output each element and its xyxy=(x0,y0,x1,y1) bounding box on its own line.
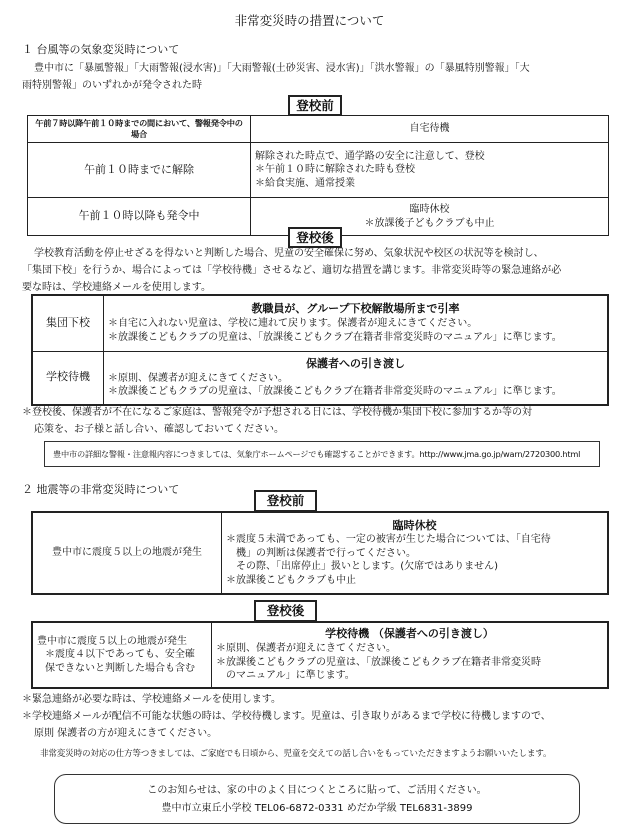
earthquake-condition: 豊中市に震度５以上の地震が発生 xyxy=(32,512,222,594)
earthquake-after-condition xyxy=(32,622,212,688)
detail-line: ＊午前１０時に解除された時も登校 xyxy=(255,164,415,176)
earthquake-before-table xyxy=(31,511,609,595)
group-dismissal-label: 集団下校 xyxy=(32,295,104,351)
note-line: 原則 保護者の方が迎えにきてください。 xyxy=(34,728,218,739)
intro-line: 豊中市に「暴風警報」「大雨警報(浸水害)」「大雨警報(土砂災害、浸水害)」「洪水警報」の「暴風特別警報」「大 xyxy=(34,63,530,74)
detail-line: ＊原則、保護者が迎えにきてください。 xyxy=(216,643,396,655)
intro-line: 雨特別警報」のいずれかが発令された時 xyxy=(22,80,202,91)
school-standby-detail xyxy=(104,351,609,405)
detail-line: 機」の判断は保護者で行ってください。 xyxy=(236,547,416,559)
section1-after-paragraph xyxy=(22,245,616,296)
detail-line: 解除された時点で、通学路の安全に注意して、登校 xyxy=(255,150,485,162)
earthquake-before-detail xyxy=(222,512,609,594)
condition-line: 豊中市に震度５以上の地震が発生 xyxy=(37,635,187,647)
detail-line: ＊震度５未満であっても、一定の被害が生じた場合については、「自宅待 xyxy=(226,534,551,546)
paragraph-line: 学校教育活動を停止せざるを得ないと判断した場合、児童の安全確保に努め、気象状況や校区の状況等を検討し、 xyxy=(34,248,544,259)
warning-line: 応策を、お子様と話し合い、確認しておいてください。 xyxy=(34,424,284,435)
note-line: ＊学校連絡メールが配信不可能な状態の時は、学校待機します。児童は、引き取りがあるまで学校に待機しますので、 xyxy=(22,711,551,722)
typhoon-before-table xyxy=(27,115,609,236)
detail-title: 臨時休校 xyxy=(409,204,450,216)
detail-title: 臨時休校 xyxy=(392,518,437,532)
detail-title: 学校待機 （保護者への引き渡し） xyxy=(325,627,494,641)
paragraph-line: 「集団下校」を行うか、場合によっては「学校待機」させるなど、適切な措置を講じます。非常変災時等の緊急連絡が必 xyxy=(22,265,562,276)
school-standby-label: 学校待機 xyxy=(32,351,104,405)
note-line: ＊緊急連絡が必要な時は、学校連絡メールを使用します。 xyxy=(22,694,281,705)
guardian-warning xyxy=(22,404,616,438)
section2-heading: ２ 地震等の非常変災時について xyxy=(22,483,180,496)
school-contact: 豊中市立東丘小学校 TEL06-6872-0331 めだか学級 TEL6831-3899 xyxy=(161,803,473,814)
paragraph-line: 要な時は、学校連絡メールを使用します。 xyxy=(22,282,211,293)
section1-intro-cont xyxy=(22,77,602,94)
detail-line: ＊放課後子どもクラブも中止 xyxy=(364,217,495,229)
section1-heading: １ 台風等の気象変災時について xyxy=(22,43,180,56)
table-header-condition: 午前７時以降午前１０時までの間において、警報発令中の場合 xyxy=(28,116,251,143)
detail-line: その際、「出席停止」扱いとします。(欠席ではありません) xyxy=(236,561,499,573)
before-school-tag: 登校前 xyxy=(288,95,342,116)
after-school-tag: 登校後 xyxy=(288,227,342,248)
warning-line: ＊登校後、保護者が不在になるご家庭は、警報発令が予想される日には、学校待機か集団下校に参加するか等の対 xyxy=(22,407,532,418)
earthquake-after-table xyxy=(31,621,609,689)
typhoon-after-table xyxy=(31,294,609,406)
row-cancelled-detail xyxy=(251,143,609,198)
detail-line: ＊自宅に入れない児童は、学校に連れて戻ります。保護者が迎えにきてください。 xyxy=(108,318,478,330)
earthquake-before-tag: 登校前 xyxy=(254,490,317,512)
row-still-active-after-10: 午前１０時以降も発令中 xyxy=(28,198,251,236)
detail-line: ＊放課後こどもクラブも中止 xyxy=(226,574,356,586)
condition-line: 保できないと判断した場合も含む xyxy=(45,662,195,674)
detail-title: 教職員が、グループ下校解散場所まで引率 xyxy=(251,302,460,316)
detail-line: ＊原則、保護者が迎えにきてください。 xyxy=(108,372,288,384)
row-cancelled-before-10: 午前１０時までに解除 xyxy=(28,143,251,198)
detail-line: ＊放課後こどもクラブの児童は、「放課後こどもクラブ在籍者非常変災時のマニュアル」に準じます。 xyxy=(108,331,562,343)
detail-line: ＊給食実施、通常授業 xyxy=(255,177,355,189)
earthquake-after-detail xyxy=(212,622,609,688)
detail-line: ＊放課後こどもクラブの児童は、「放課後こどもクラブ在籍者非常変災時のマニュアル」に準じます。 xyxy=(108,386,562,398)
detail-title: 保護者への引き渡し xyxy=(306,356,405,370)
section2-notes xyxy=(22,691,616,742)
footer-box xyxy=(54,774,580,824)
table-header-result: 自宅待機 xyxy=(251,116,609,143)
detail-line: のマニュアル」に準じます。 xyxy=(226,670,355,682)
jma-link-note: 豊中市の詳細な警報・注意報内容につきましては、気象庁ホームページでも確認することができます。http://www.jma.go.jp/warn/2720300.html xyxy=(44,441,600,467)
condition-line: ＊震度４以下であっても、安全確 xyxy=(45,649,195,661)
page-title: 非常変災時の措置について xyxy=(234,13,385,28)
earthquake-after-tag: 登校後 xyxy=(254,600,317,622)
group-dismissal-detail xyxy=(104,295,609,351)
closing-request: 非常変災時の対応の仕方等つきましては、ご家庭でも日頃から、児童を交えての話し合いをもっていただきますようお願いいたします。 xyxy=(40,749,552,759)
footer-notice: このお知らせは、家の中のよく目につくところに貼って、ご活用ください。 xyxy=(147,785,487,796)
section1-intro xyxy=(34,60,614,77)
detail-line: ＊放課後こどもクラブの児童は、「放課後こどもクラブ在籍者非常変災時 xyxy=(216,656,541,668)
